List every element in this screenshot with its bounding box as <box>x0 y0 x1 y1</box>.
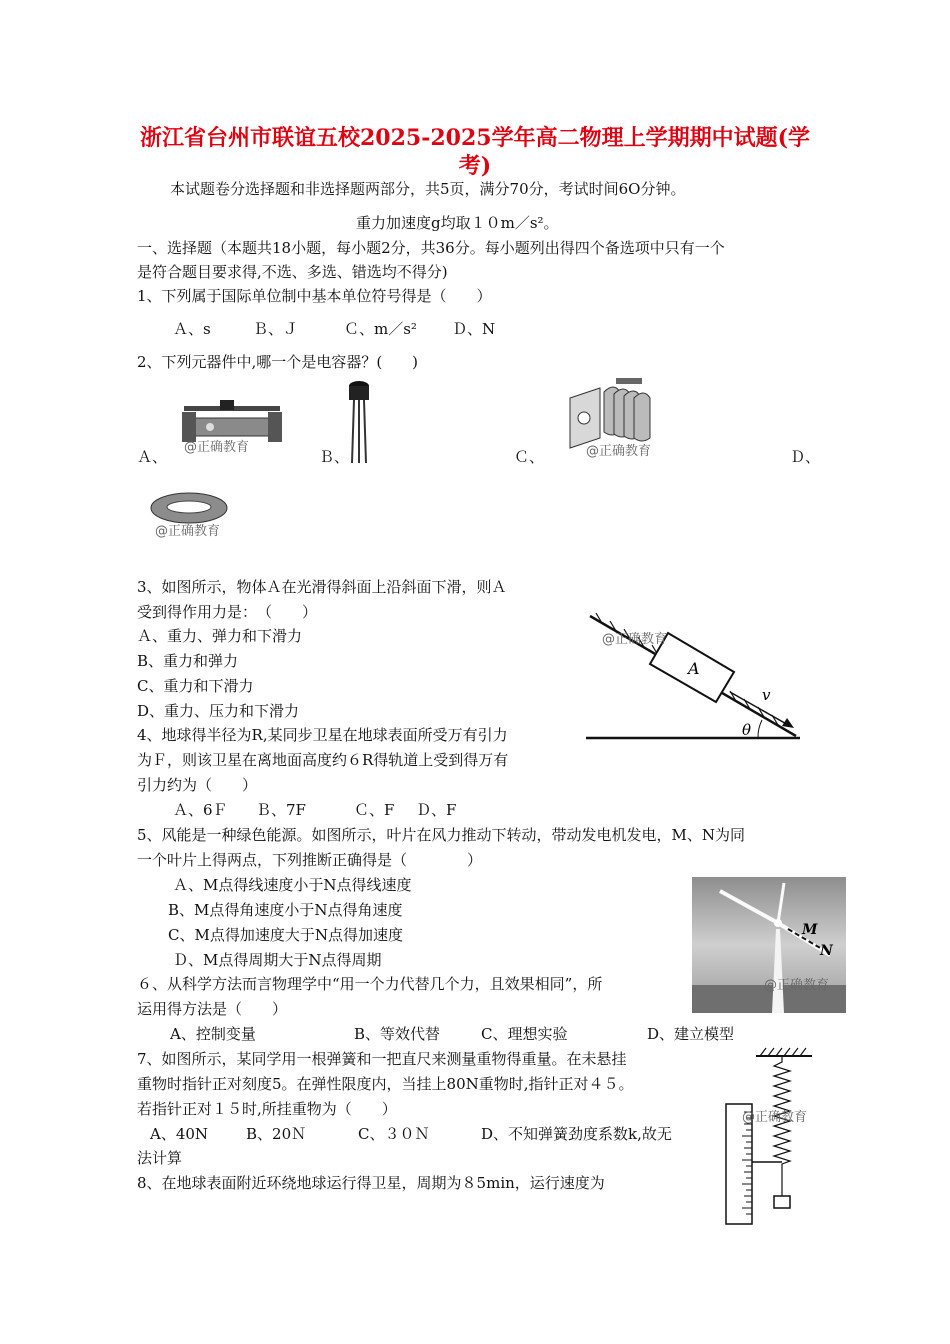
q4-option-b: Ｂ、7F <box>256 801 306 819</box>
point-n-label: N <box>820 943 833 959</box>
q7-stem-3: 若指针正对１５时,所挂重物为（ ） <box>137 1100 397 1118</box>
angle-label: θ <box>742 721 752 739</box>
q5-option-b: B、M点得角速度小于N点得角速度 <box>168 901 403 919</box>
page-title: 浙江省台州市联谊五校2025-2025学年高二物理上学期期中试题(学考) <box>140 125 811 179</box>
q7-option-c: C、３０Ｎ <box>358 1125 430 1143</box>
watermark-a: @正确教育 <box>184 440 250 455</box>
watermark-c: @正确教育 <box>586 444 652 459</box>
watermark-incline: @正确教育 <box>602 632 668 647</box>
q8-stem-1: 8、在地球表面附近环绕地球运行得卫星，周期为８5min，运行速度为 <box>137 1174 605 1192</box>
q7-option-b: B、20Ｎ <box>246 1125 307 1143</box>
watermark-d: @正确教育 <box>155 524 221 539</box>
q7-option-d: D、不知弹簧劲度系数k,故无 <box>481 1125 672 1143</box>
q3-option-c: C、重力和下滑力 <box>137 677 254 695</box>
q3-option-b: B、重力和弹力 <box>137 652 239 670</box>
q5-option-a: Ａ、M点得线速度小于N点得线速度 <box>173 876 412 894</box>
q2-option-b: Ｂ、 <box>319 448 350 466</box>
q4-stem-1: 4、地球得半径为R,某同步卫星在地球表面所受万有引力 <box>137 726 508 744</box>
q2-option-a: Ａ、 <box>137 448 168 466</box>
q3-stem-1: 3、如图所示，物体Ａ在光滑得斜面上沿斜面下滑，则Ａ <box>137 578 507 596</box>
q4-stem-2: 为Ｆ，则该卫星在离地面高度约６R得轨道上受到得万有 <box>137 751 509 769</box>
q6-option-b: B、等效代替 <box>354 1025 441 1043</box>
q5-stem-2: 一个叶片上得两点，下列推断正确得是（ ） <box>137 851 483 869</box>
q6-stem-2: 运用得方法是（ ） <box>137 1000 288 1018</box>
q5-option-c: C、M点得加速度大于N点得加速度 <box>168 926 403 944</box>
q7-stem-2: 重物时指针正对刻度5。在弹性限度内，当挂上80N重物时,指针正对４５。 <box>137 1075 634 1093</box>
q4-option-c: Ｃ、F <box>354 801 395 819</box>
q1-option-a: Ａ、s <box>173 320 211 338</box>
block-label: A <box>688 659 700 678</box>
gravity-note: 重力加速度g均取１０m／s²。 <box>356 214 559 232</box>
q1-option-d: Ｄ、N <box>452 320 496 338</box>
q2-stem: 2、下列元器件中,哪一个是电容器？( ) <box>137 353 419 371</box>
watermark-turbine: @正确教育 <box>764 978 830 993</box>
q1-option-c: Ｃ、m／s² <box>344 320 417 338</box>
section-heading-line1: 一、选择题（本题共18小题，每小题2分，共36分。每小题列出得四个备选项中只有一个 <box>137 239 725 257</box>
q4-stem-3: 引力约为（ ） <box>137 776 258 794</box>
section-heading-line2: 是符合题目要求得,不选、多选、错选均不得分) <box>137 263 448 281</box>
point-m-label: M <box>802 922 818 938</box>
q6-option-a: A、控制变量 <box>170 1025 256 1043</box>
q5-stem-1: 5、风能是一种绿色能源。如图所示，叶片在风力推动下转动，带动发电机发电，M、N为同 <box>137 826 746 844</box>
velocity-label: v <box>762 686 771 704</box>
q3-option-a: Ａ、重力、弹力和下滑力 <box>137 627 303 645</box>
q4-option-d: Ｄ、F <box>416 801 457 819</box>
q3-stem-2: 受到得作用力是： （ ） <box>137 603 318 621</box>
q2-option-c: Ｃ、 <box>514 448 545 466</box>
q1-option-b: Ｂ、Ｊ <box>253 320 299 338</box>
q3-option-d: D、重力、压力和下滑力 <box>137 702 300 720</box>
q6-option-c: C、理想实验 <box>481 1025 568 1043</box>
q2-option-d: Ｄ、 <box>790 448 821 466</box>
q6-stem-1: ６、从科学方法而言物理学中“用一个力代替几个力，且效果相同”，所 <box>137 975 603 993</box>
q4-option-a: Ａ、6Ｆ <box>173 801 228 819</box>
q1-stem: 1、下列属于国际单位制中基本单位符号得是（ ） <box>137 287 492 305</box>
q7-stem-1: 7、如图所示，某同学用一根弹簧和一把直尺来测量重物得重量。在未悬挂 <box>137 1050 627 1068</box>
watermark-spring: @正确教育 <box>742 1110 808 1125</box>
q6-option-d: D、建立模型 <box>647 1025 735 1043</box>
q7-option-d-tail: 法计算 <box>137 1149 183 1167</box>
intro-text: 本试题卷分选择题和非选择题两部分，共5页，满分70分，考试时间6O分钟。 <box>170 180 686 198</box>
q5-option-d: Ｄ、M点得周期大于N点得周期 <box>173 951 382 969</box>
spring-ruler-figure <box>722 1046 818 1228</box>
q7-option-a: A、40N <box>150 1125 209 1143</box>
